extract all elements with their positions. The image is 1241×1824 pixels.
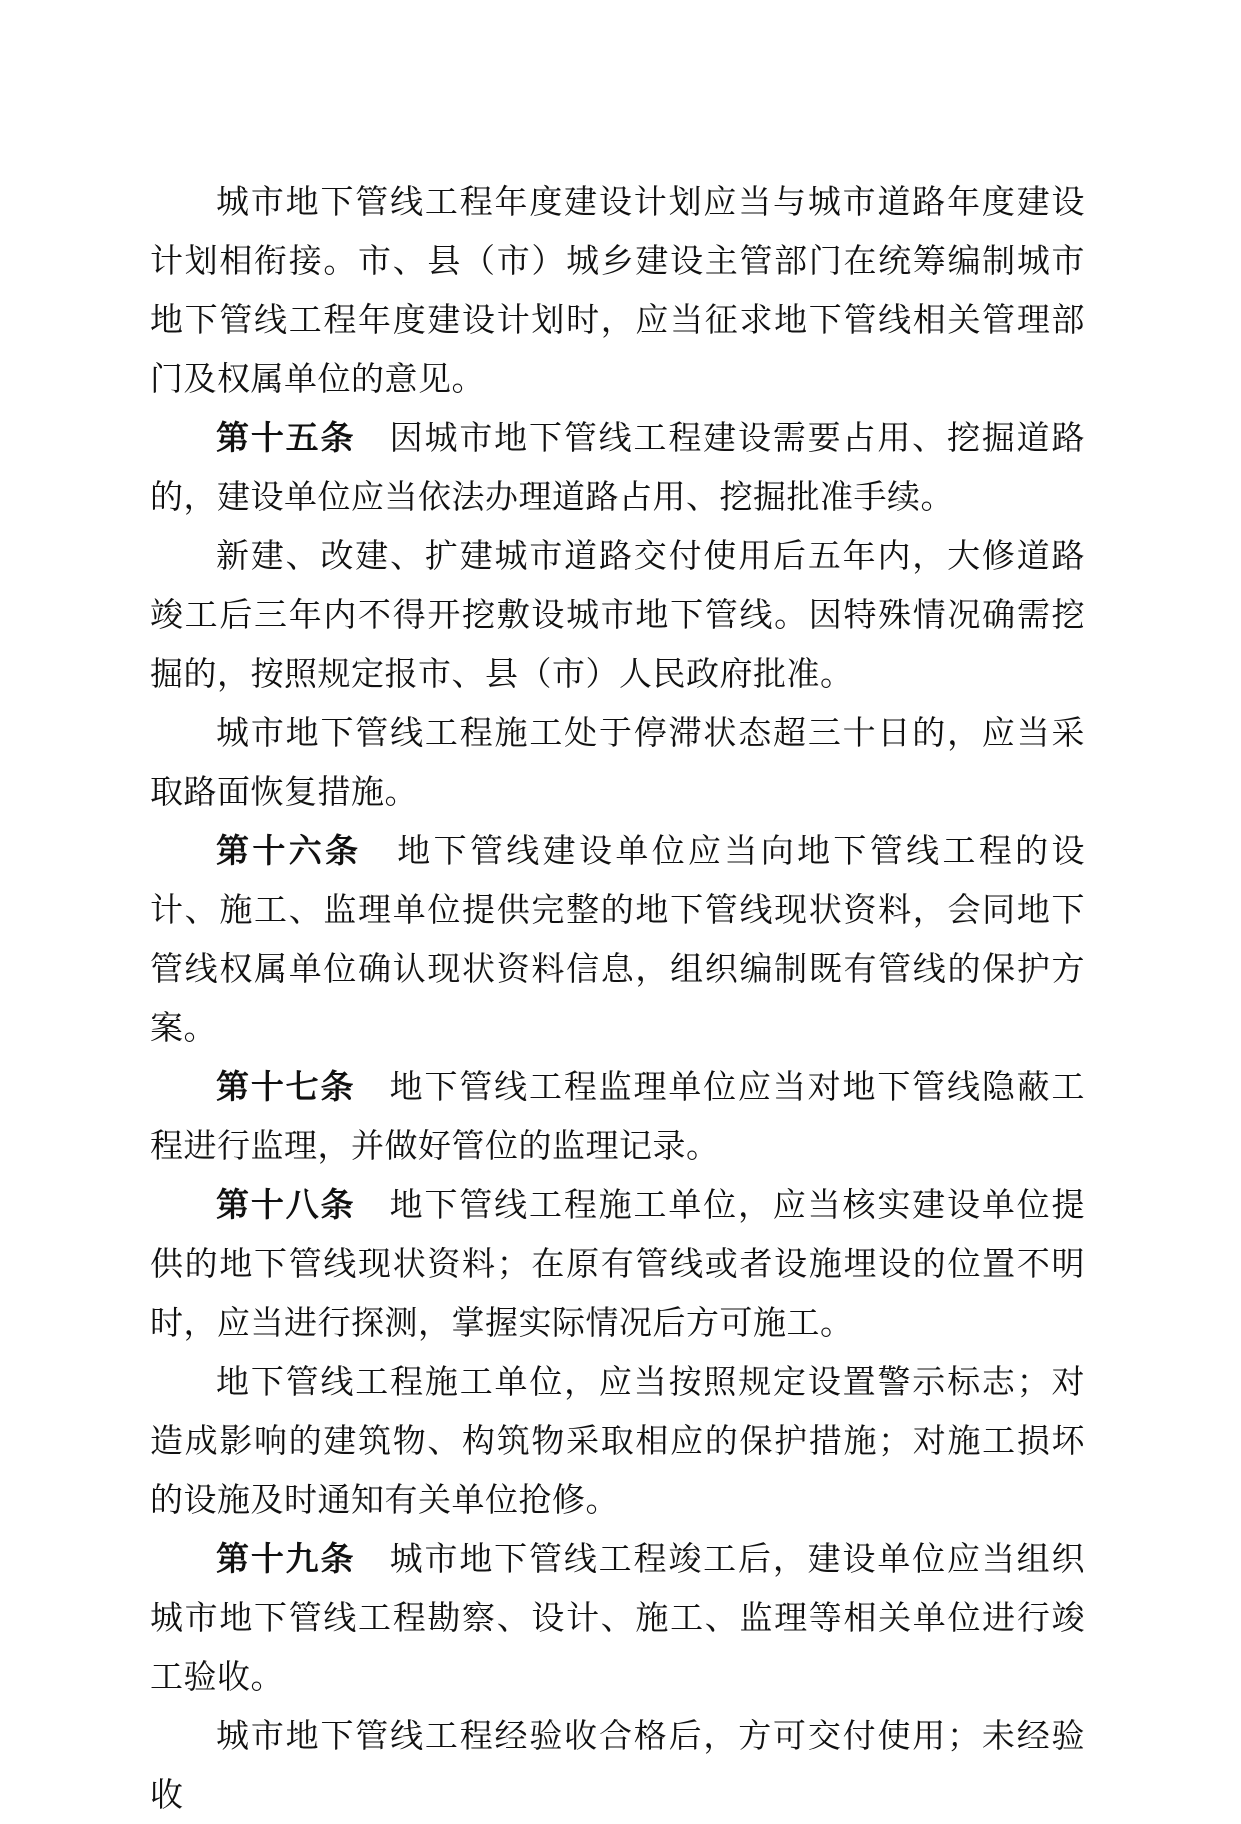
paragraph-text: 地下管线工程监理单位应当对地下管线隐蔽工程进行监理，并做好管位的监理记录。 (150, 1067, 1086, 1165)
paragraph-text: 城市地下管线工程经验收合格后，方可交付使用；未经验收 (150, 1716, 1085, 1814)
article-18 (150, 1175, 1085, 1352)
document-body (150, 172, 1085, 1824)
article-17 (150, 1057, 1085, 1175)
article-label: 第十五条 (216, 418, 356, 457)
paragraph (150, 1706, 1085, 1824)
paragraph (150, 526, 1085, 703)
article-label: 第十八条 (216, 1185, 356, 1224)
paragraph (150, 703, 1085, 821)
article-label: 第十七条 (216, 1067, 356, 1106)
paragraph-text: 因城市地下管线工程建设需要占用、挖掘道路的，建设单位应当依法办理道路占用、挖掘批准手续。 (150, 418, 1086, 516)
paragraph-text: 地下管线建设单位应当向地下管线工程的设计、施工、监理单位提供完整的地下管线现状资料，会同地下管线权属单位确认现状资料信息，组织编制既有管线的保护方案。 (150, 831, 1086, 1047)
paragraph-text: 城市地下管线工程竣工后，建设单位应当组织城市地下管线工程勘察、设计、施工、监理等相关单位进行竣工验收。 (150, 1539, 1086, 1696)
paragraph (150, 1352, 1085, 1529)
paragraph (150, 172, 1085, 408)
paragraph-text: 地下管线工程施工单位，应当按照规定设置警示标志；对造成影响的建筑物、构筑物采取相应的保护措施；对施工损坏的设施及时通知有关单位抢修。 (150, 1362, 1085, 1519)
article-16 (150, 821, 1085, 1057)
paragraph-text: 城市地下管线工程年度建设计划应当与城市道路年度建设计划相衔接。市、县（市）城乡建设主管部门在统筹编制城市地下管线工程年度建设计划时，应当征求地下管线相关管理部门及权属单位的意见。 (150, 182, 1085, 398)
article-19 (150, 1529, 1085, 1706)
article-label: 第十六条 (216, 831, 362, 870)
paragraph-text: 城市地下管线工程施工处于停滞状态超三十日的，应当采取路面恢复措施。 (150, 713, 1085, 811)
paragraph-text: 地下管线工程施工单位，应当核实建设单位提供的地下管线现状资料；在原有管线或者设施埋设的位置不明时，应当进行探测，掌握实际情况后方可施工。 (150, 1185, 1086, 1342)
article-15 (150, 408, 1085, 526)
article-label: 第十九条 (216, 1539, 356, 1578)
paragraph-text: 新建、改建、扩建城市道路交付使用后五年内，大修道路竣工后三年内不得开挖敷设城市地下管线。因特殊情况确需挖掘的，按照规定报市、县（市）人民政府批准。 (150, 536, 1085, 693)
